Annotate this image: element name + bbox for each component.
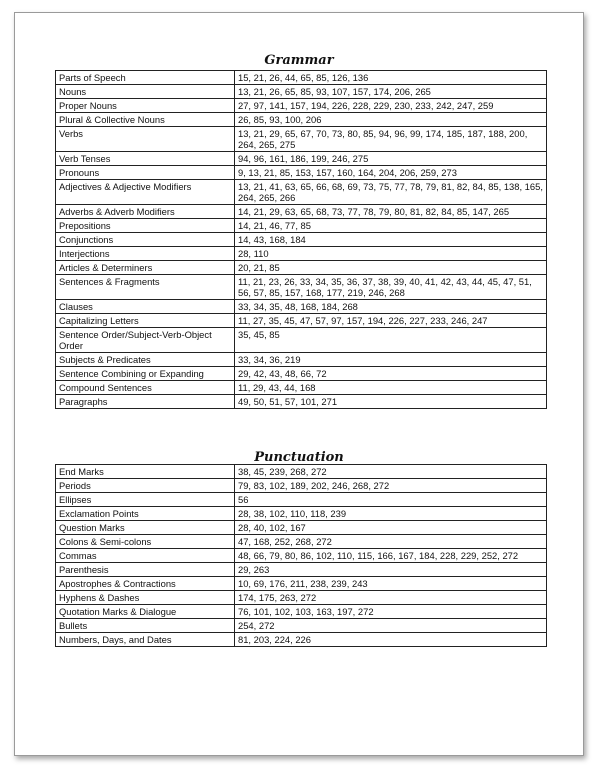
table-row <box>56 328 547 353</box>
pages-cell: 28, 110 <box>235 247 547 261</box>
table-row <box>56 205 547 219</box>
pages-cell: 174, 175, 263, 272 <box>235 591 547 605</box>
table-row <box>56 71 547 85</box>
pages-cell: 38, 45, 239, 268, 272 <box>235 465 547 479</box>
grammar-index-table <box>55 70 547 409</box>
table-row <box>56 563 547 577</box>
topic-cell: Pronouns <box>56 166 235 180</box>
pages-cell: 29, 263 <box>235 563 547 577</box>
table-row <box>56 99 547 113</box>
topic-cell: Nouns <box>56 85 235 99</box>
pages-cell: 13, 21, 41, 63, 65, 66, 68, 69, 73, 75, 77, 78, 79, 81, 82, 84, 85, 138, 165, 264, 265, 266 <box>235 180 547 205</box>
topic-cell: Compound Sentences <box>56 381 235 395</box>
table-row <box>56 233 547 247</box>
pages-cell: 13, 21, 29, 65, 67, 70, 73, 80, 85, 94, 96, 99, 174, 185, 187, 188, 200, 264, 265, 275 <box>235 127 547 152</box>
table-row <box>56 300 547 314</box>
table-row <box>56 605 547 619</box>
table-row <box>56 619 547 633</box>
topic-cell: Plural & Collective Nouns <box>56 113 235 127</box>
table-row <box>56 261 547 275</box>
pages-cell: 35, 45, 85 <box>235 328 547 353</box>
topic-cell: Paragraphs <box>56 395 235 409</box>
pages-cell: 14, 43, 168, 184 <box>235 233 547 247</box>
pages-cell: 11, 21, 23, 26, 33, 34, 35, 36, 37, 38, 39, 40, 41, 42, 43, 44, 45, 47, 51, 56, 57, 85, 157, 168, 177, 219, 246, 268 <box>235 275 547 300</box>
topic-cell: Parenthesis <box>56 563 235 577</box>
pages-cell: 11, 27, 35, 45, 47, 57, 97, 157, 194, 226, 227, 233, 246, 247 <box>235 314 547 328</box>
table-row <box>56 247 547 261</box>
pages-cell: 20, 21, 85 <box>235 261 547 275</box>
pages-cell: 254, 272 <box>235 619 547 633</box>
topic-cell: Numbers, Days, and Dates <box>56 633 235 647</box>
document-page <box>14 12 584 756</box>
pages-cell: 29, 42, 43, 48, 66, 72 <box>235 367 547 381</box>
table-row <box>56 493 547 507</box>
table-row <box>56 353 547 367</box>
topic-cell: Articles & Determiners <box>56 261 235 275</box>
pages-cell: 56 <box>235 493 547 507</box>
topic-cell: Prepositions <box>56 219 235 233</box>
topic-cell: Colons & Semi-colons <box>56 535 235 549</box>
grammar-heading: Grammar <box>264 53 334 68</box>
pages-cell: 28, 40, 102, 167 <box>235 521 547 535</box>
pages-cell: 33, 34, 35, 48, 168, 184, 268 <box>235 300 547 314</box>
table-row <box>56 219 547 233</box>
pages-cell: 14, 21, 46, 77, 85 <box>235 219 547 233</box>
table-row <box>56 591 547 605</box>
pages-cell: 10, 69, 176, 211, 238, 239, 243 <box>235 577 547 591</box>
pages-cell: 28, 38, 102, 110, 118, 239 <box>235 507 547 521</box>
topic-cell: Question Marks <box>56 521 235 535</box>
topic-cell: Commas <box>56 549 235 563</box>
pages-cell: 14, 21, 29, 63, 65, 68, 73, 77, 78, 79, 80, 81, 82, 84, 85, 147, 265 <box>235 205 547 219</box>
pages-cell: 11, 29, 43, 44, 168 <box>235 381 547 395</box>
table-row <box>56 275 547 300</box>
topic-cell: Interjections <box>56 247 235 261</box>
table-row <box>56 166 547 180</box>
pages-cell: 49, 50, 51, 57, 101, 271 <box>235 395 547 409</box>
table-row <box>56 180 547 205</box>
table-row <box>56 507 547 521</box>
table-row <box>56 535 547 549</box>
topic-cell: Verb Tenses <box>56 152 235 166</box>
topic-cell: Apostrophes & Contractions <box>56 577 235 591</box>
topic-cell: Ellipses <box>56 493 235 507</box>
pages-cell: 79, 83, 102, 189, 202, 246, 268, 272 <box>235 479 547 493</box>
table-row <box>56 395 547 409</box>
table-row <box>56 314 547 328</box>
pages-cell: 47, 168, 252, 268, 272 <box>235 535 547 549</box>
table-row <box>56 381 547 395</box>
topic-cell: Bullets <box>56 619 235 633</box>
topic-cell: Clauses <box>56 300 235 314</box>
table-row <box>56 633 547 647</box>
topic-cell: Verbs <box>56 127 235 152</box>
topic-cell: Adjectives & Adjective Modifiers <box>56 180 235 205</box>
topic-cell: Sentences & Fragments <box>56 275 235 300</box>
punctuation-index-table <box>55 464 547 647</box>
pages-cell: 81, 203, 224, 226 <box>235 633 547 647</box>
topic-cell: Sentence Order/Subject-Verb-Object Order <box>56 328 235 353</box>
pages-cell: 33, 34, 36, 219 <box>235 353 547 367</box>
topic-cell: Quotation Marks & Dialogue <box>56 605 235 619</box>
pages-cell: 27, 97, 141, 157, 194, 226, 228, 229, 230, 233, 242, 247, 259 <box>235 99 547 113</box>
topic-cell: Conjunctions <box>56 233 235 247</box>
pages-cell: 9, 13, 21, 85, 153, 157, 160, 164, 204, 206, 259, 273 <box>235 166 547 180</box>
topic-cell: Adverbs & Adverb Modifiers <box>56 205 235 219</box>
table-row <box>56 577 547 591</box>
topic-cell: Sentence Combining or Expanding <box>56 367 235 381</box>
punctuation-heading: Punctuation <box>254 450 344 465</box>
table-row <box>56 85 547 99</box>
topic-cell: Subjects & Predicates <box>56 353 235 367</box>
pages-cell: 94, 96, 161, 186, 199, 246, 275 <box>235 152 547 166</box>
table-row <box>56 113 547 127</box>
table-row <box>56 479 547 493</box>
topic-cell: End Marks <box>56 465 235 479</box>
table-row <box>56 549 547 563</box>
table-row <box>56 127 547 152</box>
pages-cell: 15, 21, 26, 44, 65, 85, 126, 136 <box>235 71 547 85</box>
topic-cell: Periods <box>56 479 235 493</box>
topic-cell: Exclamation Points <box>56 507 235 521</box>
topic-cell: Capitalizing Letters <box>56 314 235 328</box>
pages-cell: 26, 85, 93, 100, 206 <box>235 113 547 127</box>
table-row <box>56 521 547 535</box>
table-row <box>56 152 547 166</box>
table-row <box>56 465 547 479</box>
topic-cell: Hyphens & Dashes <box>56 591 235 605</box>
topic-cell: Parts of Speech <box>56 71 235 85</box>
table-row <box>56 367 547 381</box>
topic-cell: Proper Nouns <box>56 99 235 113</box>
pages-cell: 13, 21, 26, 65, 85, 93, 107, 157, 174, 206, 265 <box>235 85 547 99</box>
pages-cell: 48, 66, 79, 80, 86, 102, 110, 115, 166, 167, 184, 228, 229, 252, 272 <box>235 549 547 563</box>
pages-cell: 76, 101, 102, 103, 163, 197, 272 <box>235 605 547 619</box>
